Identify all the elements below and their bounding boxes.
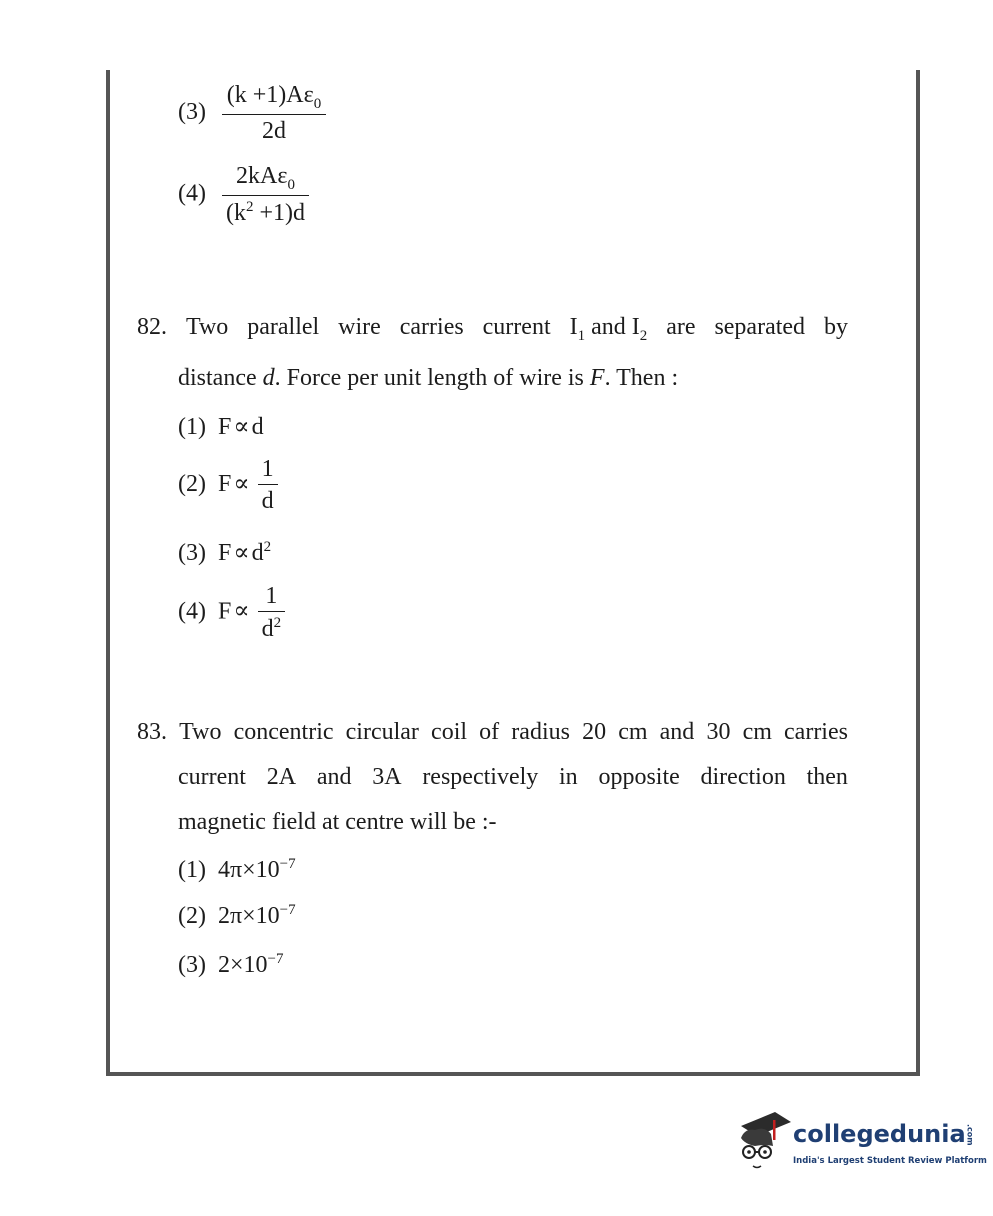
q82-line-1: 82. Two parallel wire carries current $I_1$ and $I_2$ are separated by bbox=[137, 314, 848, 344]
option-label: (3) bbox=[178, 540, 206, 566]
q82-line-2: distance d. Force per unit length of wire is F. Then : bbox=[178, 365, 679, 391]
q83-line-3: magnetic field at centre will be :- bbox=[178, 809, 497, 835]
q83-line-1: 83. Two concentric circular coil of radius 20 cm and 30 cm carries bbox=[137, 719, 848, 745]
fraction: $\frac{(k +1)A\varepsilon_0}{2d}$ bbox=[222, 82, 326, 145]
question-number: 83. bbox=[137, 719, 167, 745]
option-label: (3) bbox=[178, 952, 206, 978]
q82-option-1: (1) F∝d bbox=[178, 414, 264, 440]
option-label: (1) bbox=[178, 857, 206, 883]
q83-option-3: (3) $2\times 10^{-7}$ bbox=[178, 951, 284, 978]
q83-line-2: current 2A and 3A respectively in opposite direction then bbox=[178, 764, 848, 790]
q82-option-2: (2) F∝ $\frac{1}{d}$ bbox=[178, 456, 278, 515]
option-label: (1) bbox=[178, 414, 206, 440]
fraction-numerator: (k +1)Aε bbox=[226, 82, 314, 108]
fraction-denominator: 2d bbox=[222, 114, 326, 144]
current-symbols: $I_1$ and $I_2$ bbox=[569, 314, 648, 344]
fraction-numerator: 2kAε bbox=[236, 163, 288, 189]
fraction: $\frac{2kA\varepsilon_0}{(k^2 +1)d}$ bbox=[222, 163, 309, 227]
q82-option-4: (4) F∝ $\frac{1}{d^2}$ bbox=[178, 583, 285, 643]
fraction-denominator: $(k^2 +1)d$ bbox=[222, 195, 309, 226]
q83-option-2: (2) $2\pi\times 10^{-7}$ bbox=[178, 902, 296, 929]
option-label: (2) bbox=[178, 470, 206, 497]
q82-option-3: (3) $F\propto d^2$ bbox=[178, 539, 272, 566]
collegedunia-logo bbox=[735, 1108, 987, 1178]
brand-name: collegedunia.com bbox=[793, 1120, 975, 1148]
option-label: (2) bbox=[178, 903, 206, 929]
q83-option-1: (1) $4\pi\times 10^{-7}$ bbox=[178, 856, 296, 883]
option-label: (3) bbox=[178, 98, 206, 125]
prev-option-4 bbox=[178, 163, 309, 227]
option-label: (4) bbox=[178, 598, 206, 625]
fraction: $\frac{1}{d}$ bbox=[258, 456, 278, 515]
option-label: (4) bbox=[178, 180, 206, 207]
brand-tagline: India's Largest Student Review Platform bbox=[793, 1156, 987, 1166]
fraction: $\frac{1}{d^2}$ bbox=[258, 583, 286, 643]
question-number: 82. bbox=[137, 314, 167, 340]
prev-option-3 bbox=[178, 82, 326, 145]
student-mascot-icon bbox=[735, 1108, 793, 1174]
